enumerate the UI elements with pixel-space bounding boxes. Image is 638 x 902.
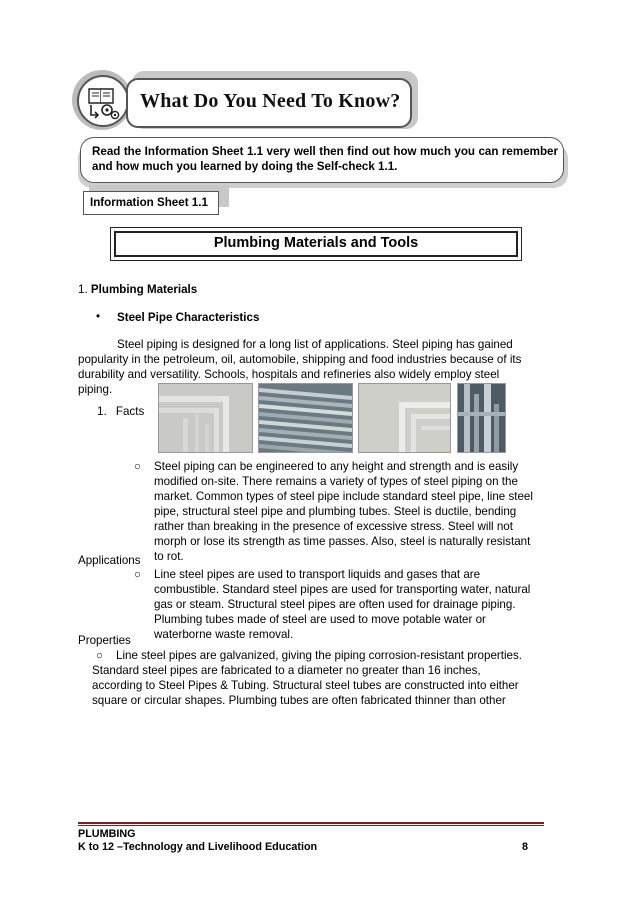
applications-bullet-marker: ○ xyxy=(134,568,142,581)
pipe-photo-4 xyxy=(457,383,506,453)
heading-number: 1. xyxy=(78,283,88,296)
properties-bullet-marker: ○ xyxy=(96,649,104,662)
facts-line: to rot. xyxy=(154,550,184,563)
book-and-gears-icon xyxy=(79,77,127,125)
instruction-text: Read the Information Sheet 1.1 very well then find out how much you can remember and how much you learned by doing the Self-check 1.1. xyxy=(92,145,558,173)
page-number: 8 xyxy=(522,841,529,853)
facts-text: Facts xyxy=(115,405,145,418)
properties-line: square or circular shapes. Plumbing tubes are often fabricated thinner than other xyxy=(92,694,506,707)
intro-line: Steel piping is designed for a long list of applications. Steel piping has gained xyxy=(117,338,513,351)
facts-line: Steel piping can be engineered to any height and strength and is easily xyxy=(154,460,519,473)
footer-subject: PLUMBING xyxy=(78,828,136,840)
facts-number: 1. xyxy=(97,405,107,418)
footer-course: K to 12 –Technology and Livelihood Education xyxy=(78,841,318,853)
properties-label: Properties xyxy=(78,634,131,647)
section-title: Plumbing Materials and Tools xyxy=(213,235,419,251)
facts-line: rather than breaking in the presence of excessive stress. Steel will not xyxy=(154,520,513,533)
facts-line: morph or lose its strength as time passes. Also, steel is naturally resistant xyxy=(154,535,531,548)
properties-line: Standard steel pipes are fabricated to a diameter no greater than 16 inches, xyxy=(92,664,481,677)
facts-label xyxy=(97,404,144,419)
footer-rule-thin xyxy=(78,825,544,826)
pipe-photo-2 xyxy=(258,383,353,453)
page-heading: What Do You Need To Know? xyxy=(140,90,401,112)
heading-text: Plumbing Materials xyxy=(90,283,198,296)
header-icon-circle xyxy=(77,75,129,127)
properties-line: Line steel pipes are galvanized, giving the piping corrosion-resistant properties. xyxy=(116,649,523,662)
applications-line: combustible. Standard steel pipes are used for transporting water, natural xyxy=(154,583,531,596)
pipe-photo-1 xyxy=(158,383,253,453)
intro-line: piping. xyxy=(78,383,113,396)
applications-line: waterborne waste removal. xyxy=(154,628,294,641)
properties-line: according to Steel Pipes & Tubing. Structural steel tubes are constructed into either xyxy=(92,679,519,692)
applications-line: Line steel pipes are used to transport liquids and gases that are xyxy=(154,568,481,581)
facts-line: pipe, structural steel pipe and plumbing tubes. Steel is ductile, bending xyxy=(154,505,517,518)
facts-line: market. Common types of steel pipe include standard steel pipe, line steel xyxy=(154,490,533,503)
applications-line: gas or steam. Structural steel pipes are often used for drainage piping. xyxy=(154,598,516,611)
applications-line: Plumbing tubes made of steel are used to move potable water or xyxy=(154,613,486,626)
bullet-marker: • xyxy=(96,310,101,323)
intro-line: durability and versatility. Schools, hospitals and refineries also widely employ steel xyxy=(78,368,500,381)
applications-label: Applications xyxy=(78,554,141,567)
footer-rule xyxy=(78,822,544,824)
facts-line: modified on-site. There remains a variety of types of steel piping on the xyxy=(154,475,518,488)
intro-line: popularity in the petroleum, oil, automobile, shipping and food industries because of its xyxy=(78,353,522,366)
bullet-heading: Steel Pipe Characteristics xyxy=(117,311,260,324)
info-sheet-label: Information Sheet 1.1 xyxy=(90,196,208,209)
heading-plumbing-materials xyxy=(78,282,197,297)
pipe-photo-3 xyxy=(358,383,451,453)
facts-bullet-marker: ○ xyxy=(134,460,142,473)
